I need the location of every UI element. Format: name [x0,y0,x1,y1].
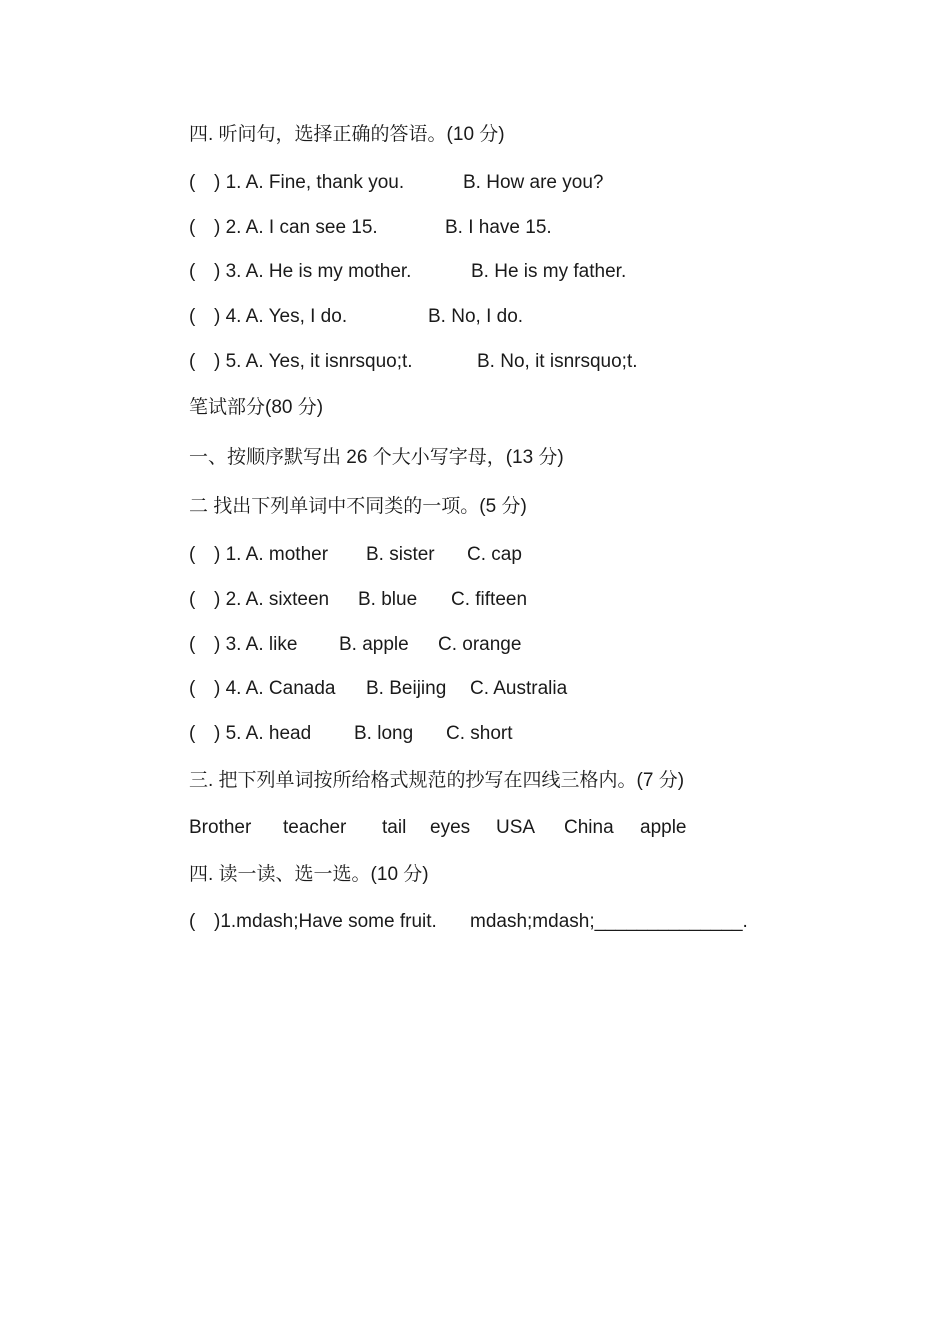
option-a: ) 1. A. Fine, thank you. [214,172,405,193]
answer-blank: mdash;mdash;______________. [470,911,748,932]
option-a: ) 3. A. like [214,634,298,655]
option-c: C. cap [467,544,522,565]
odd-one-out-item [189,543,589,567]
section-1-heading: 一、按顺序默写出 26 个大小写字母，(13 分) [189,447,564,468]
option-b: B. blue [358,589,418,610]
option-a: ) 3. A. He is my mother. [214,261,412,282]
answer-paren: ( [189,634,196,655]
listening-item [189,305,749,329]
section-2-heading: 二 找出下列单词中不同类的一项。(5 分) [189,496,527,517]
option-b: B. How are you? [463,172,604,193]
answer-paren: ( [189,261,196,282]
answer-paren: ( [189,723,196,744]
option-c: C. fifteen [451,589,528,610]
option-a: ) 2. A. sixteen [214,589,330,610]
copy-word-list [189,816,709,840]
answer-paren: ( [189,306,196,327]
option-b: B. No, I do. [428,306,524,327]
copy-word: China [564,817,614,838]
listening-item [189,216,749,240]
copy-word: teacher [283,817,347,838]
option-a: ) 1. A. mother [214,544,329,565]
listening-item [189,171,749,195]
dialogue-prompt: )1.mdash;Have some fruit. [214,911,437,932]
section-3-heading: 三. 把下列单词按所给格式规范的抄写在四线三格内。(7 分) [189,770,685,791]
option-a: ) 5. A. head [214,723,312,744]
section-4-heading: 四. 读一读、选一选。(10 分) [189,864,429,885]
option-b: B. apple [339,634,409,655]
copy-word: eyes [430,817,471,838]
listening-item [189,350,749,374]
answer-paren: ( [189,911,196,932]
odd-one-out-item [189,633,589,657]
option-b: B. No, it isnrsquo;t. [477,351,638,372]
answer-paren: ( [189,351,196,372]
answer-paren: ( [189,544,196,565]
copy-word: tail [382,817,407,838]
option-b: B. Beijing [366,678,447,699]
option-c: C. short [446,723,513,744]
option-a: ) 4. A. Canada [214,678,336,699]
odd-one-out-item [189,588,589,612]
option-b: B. sister [366,544,435,565]
option-b: B. He is my father. [471,261,627,282]
option-b: B. I have 15. [445,217,552,238]
copy-word: USA [496,817,536,838]
option-a: ) 5. A. Yes, it isnrsquo;t. [214,351,413,372]
answer-paren: ( [189,589,196,610]
copy-word: Brother [189,817,252,838]
read-item [189,910,769,934]
option-a: ) 4. A. Yes, I do. [214,306,348,327]
option-c: C. Australia [470,678,568,699]
answer-paren: ( [189,172,196,193]
copy-word: apple [640,817,687,838]
option-b: B. long [354,723,414,744]
listening-item [189,260,749,284]
listening-heading: 四. 听问句，选择正确的答语。(10 分) [189,124,505,145]
option-c: C. orange [438,634,522,655]
answer-paren: ( [189,678,196,699]
answer-paren: ( [189,217,196,238]
option-a: ) 2. A. I can see 15. [214,217,378,238]
written-title: 笔试部分(80 分) [189,397,324,418]
odd-one-out-item [189,677,589,701]
odd-one-out-item [189,722,589,746]
